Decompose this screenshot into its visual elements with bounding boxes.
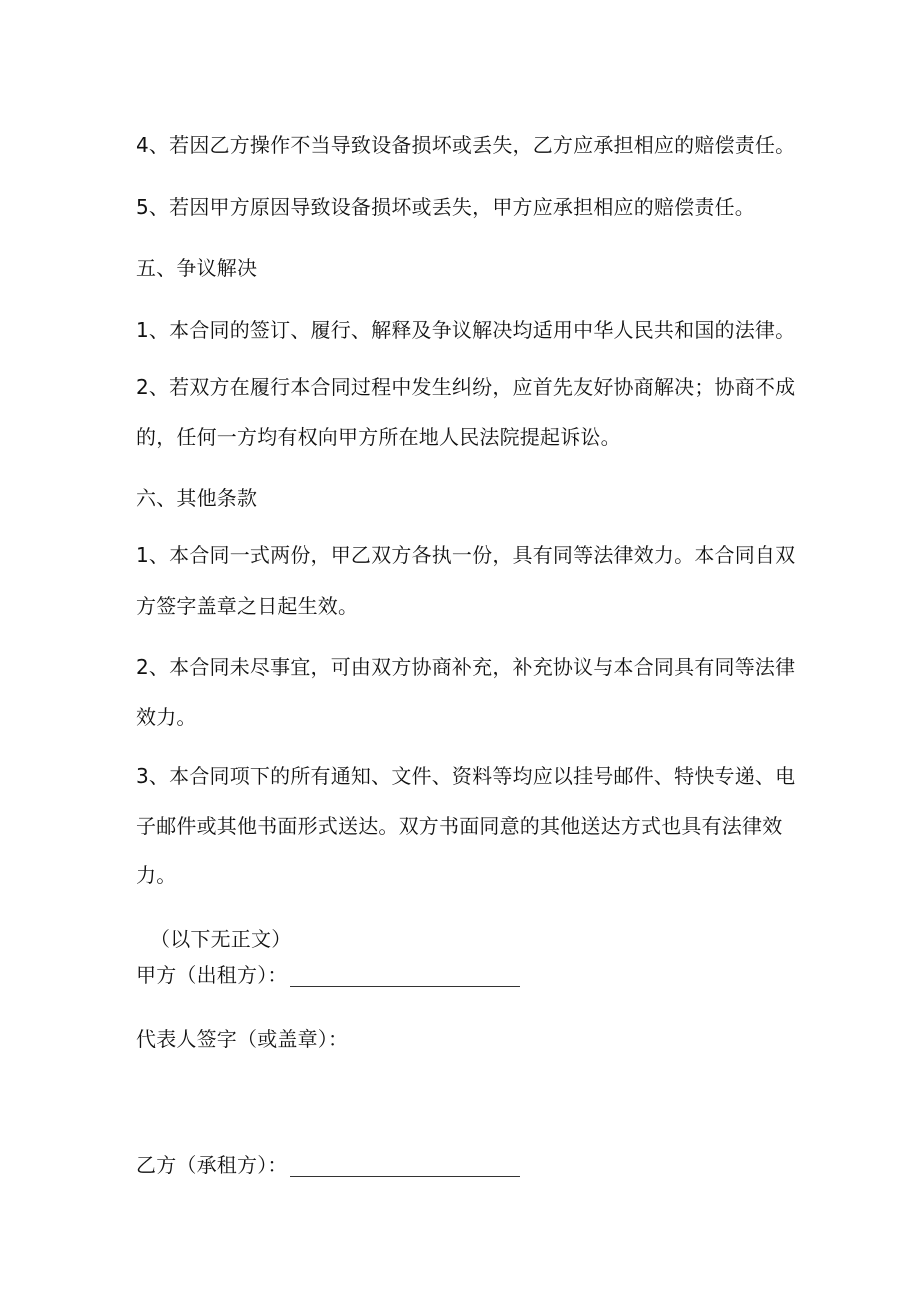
- clause-5-liability-a: 5、若因甲方原因导致设备损坏或丢失，甲方应承担相应的赔偿责任。: [136, 195, 755, 219]
- party-b-label: 乙方（承租方）：: [136, 1153, 288, 1177]
- dispute-clause-2-line-2: 的，任何一方均有权向甲方所在地人民法院提起诉讼。: [136, 425, 621, 449]
- section-heading-dispute: 五、争议解决: [136, 256, 258, 280]
- party-a-signature-line[interactable]: [290, 966, 520, 987]
- other-clause-3-line-2: 子邮件或其他书面形式送达。双方书面同意的其他送达方式也具有法律效: [136, 814, 783, 838]
- party-b-signature-row: [136, 1153, 520, 1177]
- representative-signature-label: 代表人签字（或盖章）：: [136, 1027, 349, 1051]
- dispute-clause-1: 1、本合同的签订、履行、解释及争议解决均适用中华人民共和国的法律。: [136, 318, 796, 342]
- party-a-label: 甲方（出租方）：: [136, 963, 288, 987]
- other-clause-1-line-2: 方签字盖章之日起生效。: [136, 594, 359, 618]
- other-clause-3-line-3: 力。: [136, 863, 177, 887]
- other-clause-1-line-1: 1、本合同一式两份，甲乙双方各执一份，具有同等法律效力。本合同自双: [136, 543, 796, 567]
- dispute-clause-2-line-1: 2、若双方在履行本合同过程中发生纠纷，应首先友好协商解决；协商不成: [136, 375, 796, 399]
- clause-4-liability-b: 4、若因乙方操作不当导致设备损坏或丢失，乙方应承担相应的赔偿责任。: [136, 133, 796, 157]
- section-heading-other-terms: 六、其他条款: [136, 486, 258, 510]
- party-a-signature-row: [136, 963, 520, 987]
- party-b-signature-line[interactable]: [290, 1156, 520, 1177]
- no-more-text-note: （以下无正文）: [150, 927, 292, 951]
- other-clause-2-line-1: 2、本合同未尽事宜，可由双方协商补充，补充协议与本合同具有同等法律: [136, 655, 796, 679]
- other-clause-2-line-2: 效力。: [136, 705, 197, 729]
- other-clause-3-line-1: 3、本合同项下的所有通知、文件、资料等均应以挂号邮件、特快专递、电: [136, 764, 796, 788]
